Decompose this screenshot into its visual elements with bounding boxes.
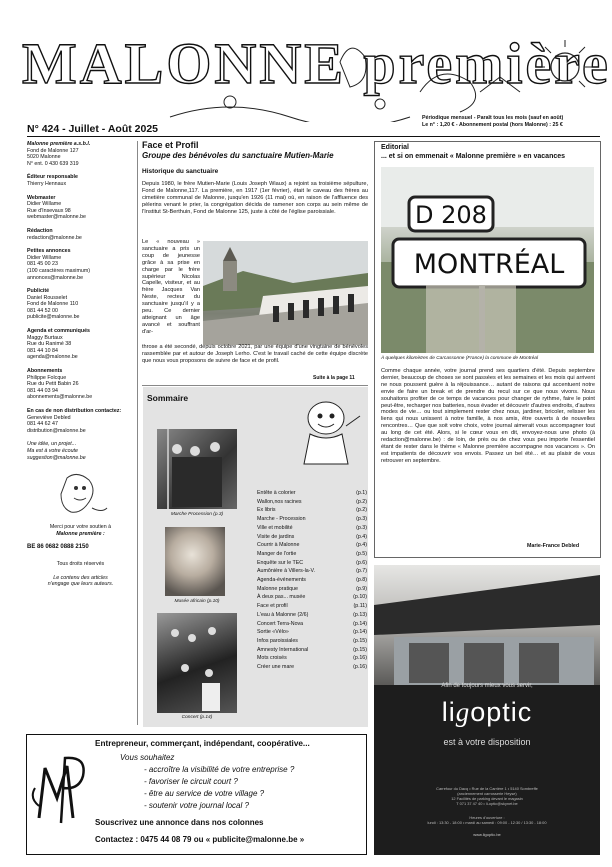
toc-item[interactable] — [257, 567, 367, 576]
toc-item-page: (p.6) — [356, 559, 367, 566]
price-line: Le n° : 1,20 € - Abonnement postal (hors Malonne) : 25 € — [422, 122, 563, 128]
toc-item[interactable] — [257, 489, 367, 498]
block-heading: Petites annonces — [27, 248, 71, 255]
toc-item-label: Manger de l'ortie — [257, 550, 297, 557]
address-line: Carrefour du Dacq • Rue de la Carrière 1 • 5140 Sombreffe — [436, 786, 538, 791]
toc-item[interactable] — [257, 646, 367, 655]
toc-item[interactable] — [257, 550, 367, 559]
email-link[interactable]: distribution@malonne.be — [27, 427, 86, 434]
toc-item-label: Amnesty International — [257, 646, 309, 653]
toc-item-page: (p.13) — [353, 611, 367, 618]
block-line: Fond de Malonne 110 — [27, 301, 79, 308]
article-subtitle: Groupe des bénévoles du sanctuaire Mutien-Marie — [142, 151, 334, 160]
block-line: n'engage que leurs auteurs. — [47, 581, 114, 588]
toc-item[interactable] — [257, 585, 367, 594]
asbl-name: Malonne première a.s.b.l. — [27, 141, 91, 147]
toc-item[interactable] — [257, 541, 367, 550]
block-line: Geneviève Debled — [27, 414, 71, 421]
cartoon-character-icon — [52, 468, 112, 518]
toc-item-label: À deux pas... musée — [257, 594, 306, 601]
toc-item-label: Concert Terra-Nova — [257, 620, 304, 627]
divider — [27, 136, 600, 137]
toc-item-label: Courrir à Malonne — [257, 542, 300, 549]
toc-item-page: (p.3) — [356, 524, 367, 531]
block-line: 081 44 52 00 — [27, 307, 58, 314]
block-line: Rue du Petit Babin 26 — [27, 381, 79, 388]
asbl-line: Fond de Malonne 127 — [27, 147, 79, 154]
toc-item[interactable] — [257, 637, 367, 646]
article-paragraph: throse a été secondé, depuis octobre 2021, par une équipe d'une vingtaine de bénévoles rassemblée par et autour de Joseph Lerho. C'est le travail caché de cette équipe discrète que nous vous proposons de suivre de face et de profil. — [142, 344, 368, 364]
logo-part: g — [455, 697, 471, 727]
idee-block — [27, 441, 134, 461]
toc-item-page: (p.8) — [356, 577, 367, 584]
toc-item-label: Malonne pratique — [257, 585, 298, 592]
toc-item-label: Entête à colorier — [257, 490, 296, 496]
block-line: Merci pour votre soutien à — [49, 524, 112, 531]
block-heading: Abonnements — [27, 368, 63, 375]
email-link[interactable]: publicite@malonne.be — [27, 314, 80, 321]
toc-item-label: Enquête sur le TEC — [257, 559, 304, 566]
block-line: Ma est à votre écoute — [27, 447, 78, 454]
toc-item[interactable] — [257, 498, 367, 507]
toc-item-page: (p.2) — [356, 507, 367, 514]
toc-item-page: (p.4) — [356, 542, 367, 549]
block-heading: Rédaction — [27, 227, 53, 234]
merci-block — [27, 524, 134, 537]
block-line: Philippe Folcque — [27, 374, 67, 381]
block-heading: Éditeur responsable — [27, 174, 78, 181]
toc-item-label: Sortie «Vélo» — [257, 629, 289, 636]
asbl-block — [27, 141, 134, 167]
block-heading: Publicité — [27, 288, 50, 295]
periodicity-line: Périodique mensuel - Paraît tous les mois (sauf en août) — [422, 115, 564, 121]
continued-link[interactable]: Suite à la page 11 — [313, 375, 355, 381]
toc-item-page: (p.14) — [353, 629, 367, 636]
editorial-subtitle: ... et si on emmenait « Malonne première » en vacances — [381, 153, 566, 160]
toc-item[interactable] — [257, 593, 367, 602]
block-line: Daniel Rousselet — [27, 294, 68, 301]
ad-address — [374, 786, 600, 806]
article-section-heading: Historique du sanctuaire — [142, 168, 219, 175]
block-line: 081 44 10 84 — [27, 347, 58, 354]
concert-photo — [157, 613, 237, 713]
toc-item[interactable] — [257, 559, 367, 568]
ad-tagline: Afin de toujours mieux vous servir, — [441, 683, 533, 689]
article-paragraph: Depuis 1980, le frère Mutien-Marie (Louis Joseph Wiaux) a rejoint sa troisième sépulture, Fond de Malonne,117. La première, en 1917 (1er février), était le caveau des frères au cimetière communal de Malonne, jusqu'en 1926 (11 mai) où, en raison de l'affluence des pèlerins venant le prier, la congrégation décida de ramener son corps au sein même de l'Institut St-Berthuin, Fond de Malonne 125, juste à côté de l'église paroissiale. — [142, 181, 368, 215]
offer-list — [120, 752, 294, 812]
toc-item-page: (p.1) — [356, 490, 367, 496]
sign-road-number: D 208 — [415, 201, 487, 229]
hours-line: Heures d'ouverture : — [469, 815, 505, 820]
toc-item-page: (p.5) — [356, 550, 367, 557]
block-line: Rue du Ranimé 38 — [27, 341, 72, 348]
montreal-sign-photo — [381, 167, 594, 353]
ad-hours — [374, 815, 600, 825]
toc-item-page: (p.10) — [353, 594, 367, 601]
toc-item-label: L'eau à Malonne (2/6) — [257, 611, 309, 618]
periodicity-info — [422, 115, 600, 129]
editorial-paragraph: Comme chaque année, votre journal prend ses quartiers d'été. Depuis septembre dernier, beaucoup de choses se sont passées et les semaines et les mois qui arrivent ne nous poussent guère à la réjouissance… autant de raisons qui accentuent notre envie de faire un break et de prendre du recul sur ce que nous vivons. Nous souhaitons profiter de ce temps de vacances pour changer de rythme, faire le point peut-être, recharger nos batteries, nous évader et découvrir d'autres endroits, d'autres modes de vie… ou tout simplement rester chez nous, jardiner, bricoler, relisser les liens qui nous unissent à notre famille, à nos amis, être ouverts à de nouvelles rencontres… Que que soit votre choix, votre journal aimerait vous accompagner tout au long de cet été. Alors, si le cœur vous en dit, envoyez-nous une photo (à redaction@malonne.be) : de loin, de près ou de chez vous peu importe l'essentiel étant de rester dans le thème « Malonne première accompagne nos vacances ». On est impatients de découvrir vos envois. Passez un bel été… et au plaisir de vous retrouver en septembre. — [381, 368, 595, 464]
toc-item[interactable] — [257, 602, 367, 611]
email-link[interactable]: webmaster@malonne.be — [27, 214, 86, 221]
photo-caption: À quelques kilomètres de Carcassonne (France) la commune de Montréal — [381, 356, 539, 361]
column-divider — [137, 141, 138, 725]
toc-item-page: (p.4) — [356, 533, 367, 540]
block-line: Thierry Hennaux — [27, 180, 67, 187]
cartoon-illustration-icon — [296, 396, 364, 476]
toc-item-page: (p.3) — [356, 516, 367, 523]
article-title: Face et Profil — [142, 140, 199, 150]
toc-item-label: Infos paroissiales — [257, 637, 298, 644]
photo-caption: Marche Procession (p.3) — [170, 512, 224, 517]
email-link[interactable]: abonnements@malonne.be — [27, 394, 93, 401]
disclaimer — [27, 575, 134, 588]
toc-item-page: (p.2) — [356, 498, 367, 505]
toc-item-page: (p.15) — [353, 637, 367, 644]
email-link[interactable]: agenda@malonne.be — [27, 354, 78, 361]
procession-photo — [157, 429, 237, 509]
photo-caption: Musée africain (p.10) — [174, 599, 220, 604]
address-line: 12 Facilités de parking devant le magasin — [451, 796, 523, 801]
toc-item-label: Face et profil — [257, 603, 288, 610]
toc-item-page: (p.16) — [353, 655, 367, 662]
logo-part: li — [441, 697, 456, 727]
toc-item[interactable] — [257, 620, 367, 629]
toc-item-page: (p.7) — [356, 568, 367, 575]
toc-item-label: Wallon,nos racines — [257, 498, 302, 505]
toc-item-label: Aumônière à Villers-la-V. — [257, 568, 315, 575]
block-line: Malonne première : — [56, 530, 105, 537]
divider — [142, 385, 368, 386]
toc-item[interactable] — [257, 611, 367, 620]
store-photo — [374, 565, 600, 685]
offer-subtitle: Souscrivez une annonce dans nos colonnes — [95, 818, 264, 827]
toc-list — [257, 489, 367, 672]
toc-item-label: Mots croisés — [257, 655, 287, 662]
museum-photo — [165, 527, 225, 596]
toc-item[interactable] — [257, 533, 367, 542]
editorial-title: Editorial — [381, 144, 410, 151]
rights: Tous droits réservés — [56, 560, 105, 567]
offer-item: - favoriser le circuit court ? — [144, 777, 238, 786]
toc-item-label: Visite de jardins — [257, 533, 295, 540]
block-line: (100 caractères maximum) — [27, 267, 90, 274]
contact-column — [27, 141, 134, 595]
toc-item[interactable] — [257, 515, 367, 524]
toc-item-page: (p.14) — [353, 620, 367, 627]
article-paragraph: Le « nouveau » sanctuaire a pris un coup de jeunesse grâce à sa prise en charge par le frère supérieur Nicolas Capelle, visiteur, et au frère Jacques Van Neste, recteur du sanctuaire jusqu'il y a peu. Ce dernier atteignant un âge avancé et souffrant d'ar- — [142, 239, 200, 335]
photo-caption: Concert (p.14) — [181, 715, 213, 720]
asbl-line: N° ent. 0 430 639 319 — [27, 160, 79, 167]
abonnements-block — [27, 368, 134, 401]
toc-item-label: Ex libris — [257, 507, 276, 514]
toc-item[interactable] — [257, 524, 367, 533]
block-line: 081 45 00 23 — [27, 261, 58, 268]
email-link[interactable]: suggestion@malonne.be — [27, 454, 86, 461]
toc-title: Sommaire — [147, 393, 189, 403]
hours-line: lundi : 13:30 - 18:00 • mardi au samedi : 09:00 - 12:30 / 13:30 - 18:00 — [427, 820, 547, 825]
agenda-block — [27, 328, 134, 361]
toc-item[interactable] — [257, 628, 367, 637]
editeur-block — [27, 174, 134, 187]
block-heading: En cas de non distribution contactez: — [27, 408, 122, 414]
block-heading: Agenda et communiqués — [27, 328, 90, 335]
masthead — [20, 22, 611, 122]
block-line: 081 44 62 47 — [27, 421, 58, 428]
address-line: T 071 37 47 40 • li-optic@skynet.be — [456, 801, 518, 806]
ad-subtitle: est à votre disposition — [443, 737, 531, 747]
toc-item-label: Ville et mobilité — [257, 524, 293, 531]
block-line: Le contenu des articles — [53, 574, 108, 581]
address-line: (anciennement carrosserie Heyse) — [457, 791, 517, 796]
block-line: Maggy Burtaux — [27, 334, 63, 341]
offer-lead: Vous souhaitez — [120, 753, 175, 762]
offer-contact[interactable]: Contactez : 0475 44 08 79 ou « publicite@malonne.be » — [95, 835, 305, 844]
webmaster-block — [27, 195, 134, 221]
toc-item-label: Marche - Procession — [257, 516, 306, 523]
email-link[interactable]: redaction@malonne.be — [27, 234, 82, 241]
annonces-block — [27, 248, 134, 281]
sanctuary-photo — [203, 241, 368, 345]
block-line: Didier Willame — [27, 254, 62, 261]
distribution-block — [27, 408, 134, 434]
ligoptic-logo — [374, 697, 600, 728]
asbl-line: 5020 Malonne — [27, 154, 61, 161]
toc-item[interactable] — [257, 506, 367, 515]
toc-item-label: Créer une mare — [257, 664, 295, 671]
offer-item: - accroître la visibilité de votre entreprise ? — [144, 765, 295, 774]
toc-item[interactable] — [257, 576, 367, 585]
masthead-title: MALONNE première — [22, 31, 611, 96]
block-line: Didier Willame — [27, 201, 62, 208]
issue-number: N° 424 - Juillet - Août 2025 — [27, 123, 159, 135]
offer-title: Entrepreneur, commerçant, indépendant, coopérative... — [95, 739, 310, 748]
toc-item-page: (p.11) — [353, 603, 367, 610]
offer-item: - être au service de votre village ? — [144, 789, 265, 798]
block-heading: Webmaster — [27, 194, 56, 201]
block-line: Rue d'Insevaux 98 — [27, 207, 71, 214]
publicite-block — [27, 288, 134, 321]
toc-item-page: (p.16) — [353, 664, 367, 671]
toc-item-label: Agenda-événements — [257, 577, 306, 584]
email-link[interactable]: annonces@malonne.be — [27, 274, 84, 281]
toc-item[interactable] — [257, 663, 367, 672]
block-line: Une idée, un projet... — [27, 441, 77, 448]
iban: BE 86 0682 0888 2150 — [27, 544, 89, 551]
mp-logo-icon — [31, 748, 91, 828]
toc-item-page: (p.9) — [356, 585, 367, 592]
logo-part: optic — [470, 697, 533, 727]
toc-item-page: (p.15) — [353, 646, 367, 653]
toc-item[interactable] — [257, 654, 367, 663]
offer-item: - soutenir votre journal local ? — [144, 801, 249, 810]
ad-website-link[interactable]: www.ligoptic.be — [473, 832, 501, 837]
redaction-block — [27, 228, 134, 241]
editorial-signature: Marie-France Debled — [527, 543, 580, 549]
sign-city-name: MONTRÉAL — [413, 249, 565, 280]
block-line: 081 44 03 94 — [27, 387, 58, 394]
